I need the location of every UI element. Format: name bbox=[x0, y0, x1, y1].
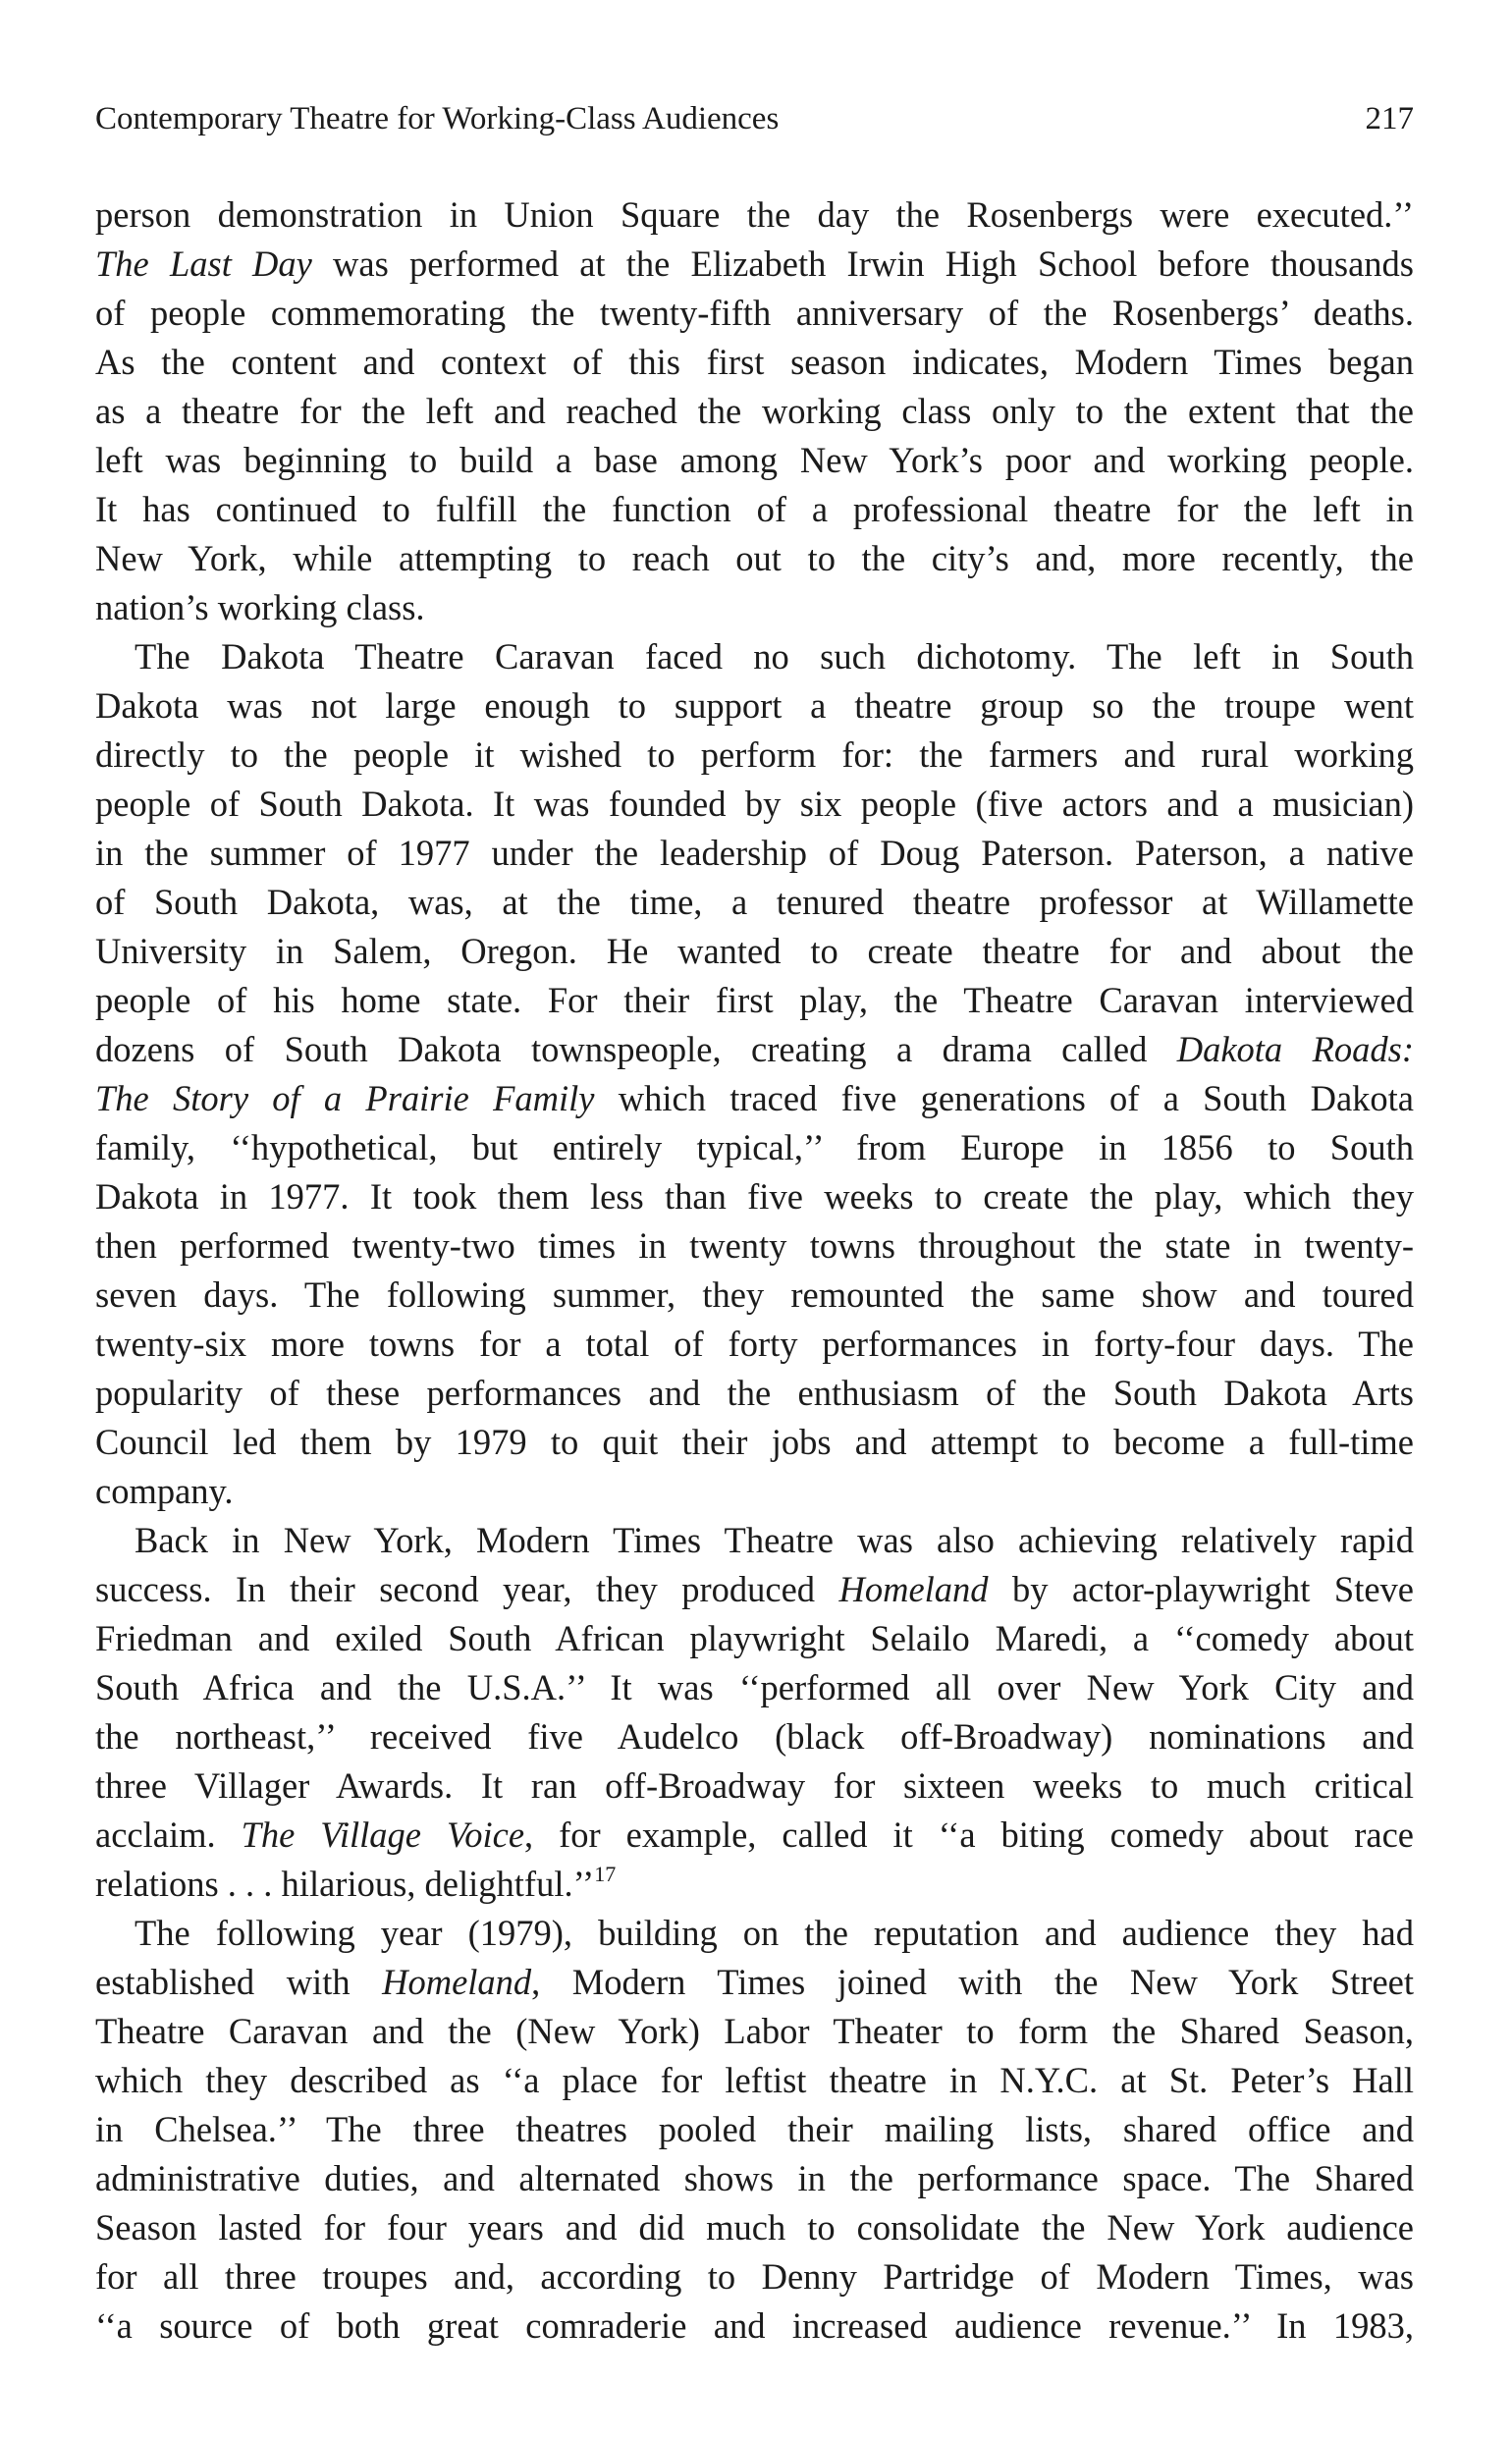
text-segment: As the content and context of this first season indicates, Modern Times began bbox=[95, 342, 1414, 382]
text-segment: Dakota was not large enough to support a theatre group so the troupe went bbox=[95, 685, 1414, 726]
italic-title: The Village Voice bbox=[241, 1814, 525, 1855]
text-line bbox=[95, 1712, 1414, 1761]
text-line bbox=[95, 2203, 1414, 2252]
text-segment: relations . . . hilarious, delightful.’’ bbox=[95, 1864, 595, 1904]
text-line bbox=[95, 1663, 1414, 1712]
text-line bbox=[95, 927, 1414, 976]
running-title: Contemporary Theatre for Working-Class Audiences bbox=[95, 101, 780, 136]
text-segment: established with bbox=[95, 1962, 383, 2002]
text-segment: Council led them by 1979 to quit their jobs and attempt to become a full-time bbox=[95, 1422, 1414, 1462]
text-segment: left was beginning to build a base among New York’s poor and working people. bbox=[95, 440, 1414, 480]
text-line bbox=[95, 2154, 1414, 2203]
footnote-marker: 17 bbox=[594, 1861, 617, 1886]
text-segment: then performed twenty-two times in twenty towns throughout the state in twenty- bbox=[95, 1225, 1414, 1266]
page-number: 217 bbox=[1365, 101, 1414, 136]
text-segment: as a theatre for the left and reached the working class only to the extent that the bbox=[95, 391, 1414, 431]
text-segment: Season lasted for four years and did much to consolidate the New York audience bbox=[95, 2207, 1414, 2247]
text-segment: was performed at the Elizabeth Irwin High School before thousands bbox=[311, 244, 1414, 284]
text-line bbox=[95, 2252, 1414, 2302]
text-segment: three Villager Awards. It ran off-Broadway for sixteen weeks to much critical bbox=[95, 1765, 1414, 1806]
text-segment: of South Dakota, was, at the time, a tenured theatre professor at Willamette bbox=[95, 882, 1414, 922]
text-segment: administrative duties, and alternated shows in the performance space. The Shared bbox=[95, 2158, 1414, 2198]
text-line bbox=[95, 485, 1414, 534]
text-segment: people of South Dakota. It was founded by six people (five actors and a musician) bbox=[95, 784, 1414, 824]
text-segment: nation’s working class. bbox=[95, 587, 425, 627]
text-segment: success. In their second year, they produced bbox=[95, 1569, 839, 1609]
text-segment: family, ‘‘hypothetical, but entirely typical,’’ from Europe in 1856 to South bbox=[95, 1127, 1414, 1167]
text-line bbox=[95, 1909, 1414, 1958]
text-line bbox=[95, 1221, 1414, 1271]
text-line bbox=[95, 731, 1414, 780]
text-line bbox=[95, 632, 1414, 681]
text-segment: of people commemorating the twenty-fifth anniversary of the Rosenbergs’ deaths. bbox=[95, 293, 1414, 333]
text-segment: acclaim. bbox=[95, 1814, 242, 1855]
text-line bbox=[95, 1172, 1414, 1221]
text-line bbox=[95, 1025, 1414, 1074]
text-line bbox=[95, 338, 1414, 387]
text-line bbox=[95, 1074, 1414, 1123]
text-line bbox=[95, 2056, 1414, 2105]
text-line bbox=[95, 1271, 1414, 1320]
text-line bbox=[95, 534, 1414, 583]
text-segment: Dakota in 1977. It took them less than five weeks to create the play, which they bbox=[95, 1176, 1414, 1217]
text-line bbox=[95, 240, 1414, 289]
text-line bbox=[95, 681, 1414, 731]
running-head bbox=[95, 94, 1414, 143]
text-line bbox=[95, 387, 1414, 436]
text-line bbox=[95, 1958, 1414, 2007]
text-segment: University in Salem, Oregon. He wanted to create theatre for and about the bbox=[95, 931, 1414, 971]
text-segment: for all three troupes and, according to Denny Partridge of Modern Times, was bbox=[95, 2256, 1414, 2297]
text-segment: which they described as ‘‘a place for leftist theatre in N.Y.C. at St. Peter’s Hall bbox=[95, 2060, 1414, 2100]
text-line bbox=[95, 1467, 1414, 1516]
body-text bbox=[95, 190, 1414, 2351]
italic-title: Dakota Roads: bbox=[1176, 1029, 1414, 1069]
italic-title: The Story of a Prairie Family bbox=[95, 1078, 595, 1118]
text-segment: , Modern Times joined with the New York Street bbox=[531, 1962, 1414, 2002]
text-segment: in the summer of 1977 under the leadership of Doug Paterson. Paterson, a native bbox=[95, 833, 1414, 873]
text-segment: dozens of South Dakota townspeople, creating a drama called bbox=[95, 1029, 1177, 1069]
text-segment: South Africa and the U.S.A.’’ It was ‘‘performed all over New York City and bbox=[95, 1667, 1414, 1707]
text-segment: Friedman and exiled South African playwright Selailo Maredi, a ‘‘comedy about bbox=[95, 1618, 1414, 1658]
text-line bbox=[95, 436, 1414, 485]
text-segment: people of his home state. For their first play, the Theatre Caravan interviewed bbox=[95, 980, 1414, 1020]
text-line bbox=[95, 1369, 1414, 1418]
text-segment: directly to the people it wished to perform for: the farmers and rural working bbox=[95, 734, 1414, 775]
text-line bbox=[95, 1761, 1414, 1811]
text-segment: Theatre Caravan and the (New York) Labor Theater to form the Shared Season, bbox=[95, 2011, 1414, 2051]
text-line bbox=[95, 976, 1414, 1025]
text-line bbox=[95, 1565, 1414, 1614]
text-segment: the northeast,’’ received five Audelco (black off-Broadway) nominations and bbox=[95, 1716, 1414, 1757]
text-line bbox=[95, 1418, 1414, 1467]
italic-title: The Last Day bbox=[95, 244, 312, 284]
text-line bbox=[95, 780, 1414, 829]
text-segment: Back in New York, Modern Times Theatre was also achieving relatively rapid bbox=[135, 1520, 1414, 1560]
text-segment: New York, while attempting to reach out to the city’s and, more recently, the bbox=[95, 538, 1414, 578]
text-line bbox=[95, 1614, 1414, 1663]
text-segment: It has continued to fulfill the function of a professional theatre for the left in bbox=[95, 489, 1414, 529]
text-segment: The Dakota Theatre Caravan faced no such dichotomy. The left in South bbox=[135, 636, 1414, 677]
text-line bbox=[95, 1123, 1414, 1172]
text-line bbox=[95, 2302, 1414, 2351]
text-segment: twenty-six more towns for a total of forty performances in forty-four days. The bbox=[95, 1324, 1414, 1364]
text-line bbox=[95, 1860, 1414, 1909]
text-segment: , for example, called it ‘‘a biting comedy about race bbox=[524, 1814, 1414, 1855]
text-line bbox=[95, 1516, 1414, 1565]
text-line bbox=[95, 2007, 1414, 2056]
text-line bbox=[95, 2105, 1414, 2154]
text-segment: ‘‘a source of both great comraderie and increased audience revenue.’’ In 1983, bbox=[95, 2305, 1414, 2346]
text-line bbox=[95, 1811, 1414, 1860]
text-segment: popularity of these performances and the enthusiasm of the South Dakota Arts bbox=[95, 1373, 1414, 1413]
text-line bbox=[95, 190, 1414, 240]
text-segment: company. bbox=[95, 1471, 234, 1511]
text-line bbox=[95, 829, 1414, 878]
italic-title: Homeland bbox=[382, 1962, 532, 2002]
text-segment: in Chelsea.’’ The three theatres pooled their mailing lists, shared office and bbox=[95, 2109, 1414, 2149]
text-segment: which traced five generations of a South Dakota bbox=[594, 1078, 1414, 1118]
text-segment: The following year (1979), building on the reputation and audience they had bbox=[135, 1913, 1414, 1953]
text-line bbox=[95, 1320, 1414, 1369]
text-segment: seven days. The following summer, they remounted the same show and toured bbox=[95, 1274, 1414, 1315]
text-line bbox=[95, 583, 1414, 632]
text-segment: by actor-playwright Steve bbox=[988, 1569, 1414, 1609]
text-line bbox=[95, 878, 1414, 927]
text-line bbox=[95, 289, 1414, 338]
text-segment: person demonstration in Union Square the day the Rosenbergs were executed.’’ bbox=[95, 194, 1414, 235]
italic-title: Homeland bbox=[838, 1569, 989, 1609]
